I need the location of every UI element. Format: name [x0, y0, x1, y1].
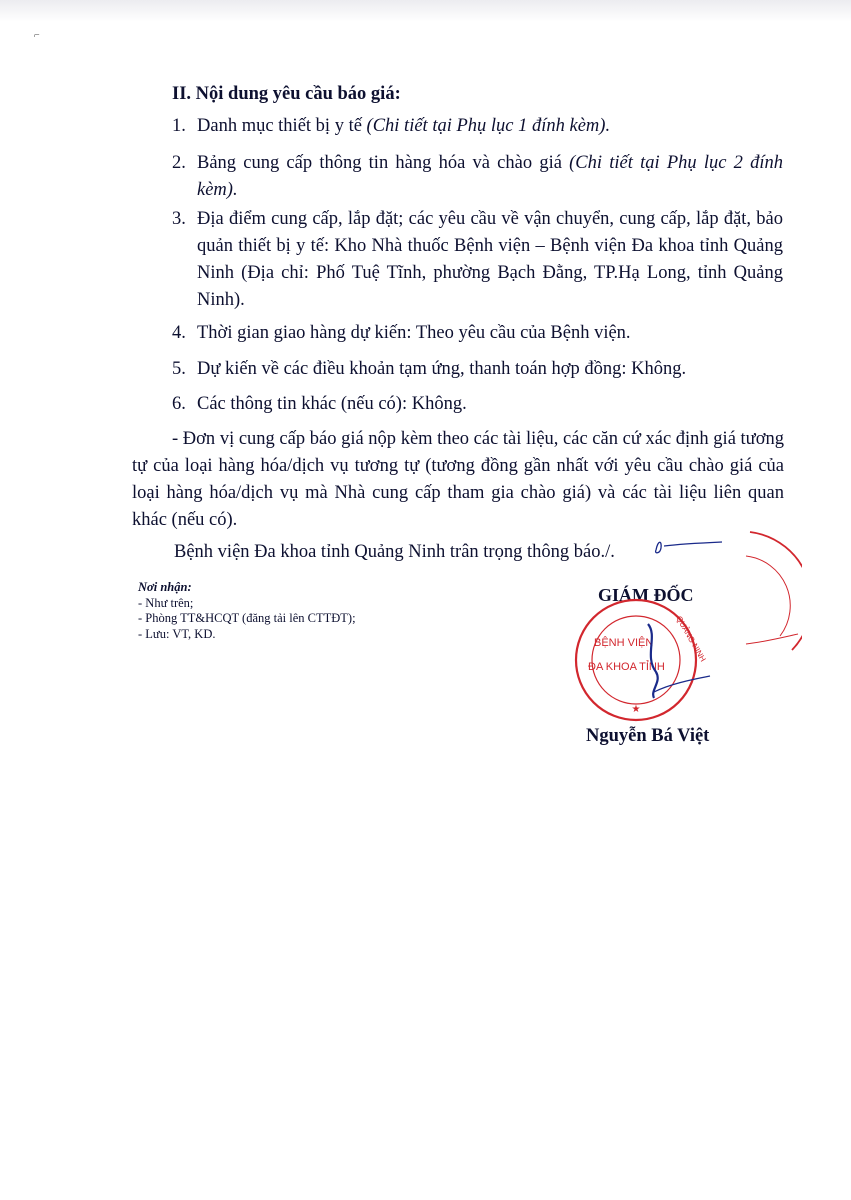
item-number: 1.	[172, 116, 186, 136]
item-text: Bảng cung cấp thông tin hàng hóa và chào giá (Chi tiết tại Phụ lục 2 đính kèm).	[197, 153, 784, 200]
item-note: (Chi tiết tại Phụ lục 1 đính kèm).	[366, 116, 611, 136]
item-text: Dự kiến về các điều khoản tạm ứng, thanh toán hợp đồng: Không.	[197, 359, 687, 379]
item-note: (Chi tiết tại Phụ lục 2 đính kèm).	[197, 153, 784, 200]
item-text: Các thông tin khác (nếu có): Không.	[197, 394, 467, 414]
attachment-paragraph: - Đơn vị cung cấp báo giá nộp kèm theo các tài liệu, các căn cứ xác định giá tương tự của loại hàng hóa/dịch vụ tương tự (tương đồng gần nhất với yêu cầu chào giá của loại hàng hóa/dịch vụ mà Nhà cung cấp tham gia chào giá) và các tài liệu liên quan khác (nếu có).	[132, 429, 784, 530]
recipient-line: - Như trên;	[138, 595, 194, 610]
recipients-title: Nơi nhận:	[138, 580, 192, 594]
item-number: 2.	[172, 153, 186, 173]
recipient-line: - Lưu: VT, KD.	[138, 626, 216, 641]
item-text: Danh mục thiết bị y tế (Chi tiết tại Phụ lục 1 đính kèm).	[197, 116, 611, 136]
initials-signature	[650, 530, 730, 564]
official-stamp-icon	[566, 596, 716, 726]
scan-speck: ⌐	[34, 30, 40, 41]
closing-line: Bệnh viện Đa khoa tỉnh Quảng Ninh trân trọng thông báo./.	[174, 542, 615, 562]
stamp-line: ĐA KHOA TỈNH	[588, 661, 665, 673]
scan-shadow	[0, 0, 851, 22]
item-number: 3.	[172, 209, 186, 229]
stamp-partial-icon	[742, 526, 802, 656]
item-number: 6.	[172, 394, 186, 414]
signer-name: Nguyễn Bá Việt	[586, 726, 710, 746]
signer-title: GIÁM ĐỐC	[598, 585, 694, 605]
svg-text:★: ★	[631, 704, 641, 715]
item-text: Địa điểm cung cấp, lắp đặt; các yêu cầu về vận chuyển, cung cấp, lắp đặt, bảo quản thiết bị y tế: Kho Nhà thuốc Bệnh viện – Bệnh viện Đa khoa tỉnh Quảng Ninh (Địa chỉ: Phố Tuệ Tĩnh, phường Bạch Đằng, TP.Hạ Long, tỉnh Quảng Ninh).	[197, 209, 783, 310]
item-number: 5.	[172, 359, 186, 379]
item-text: Thời gian giao hàng dự kiến: Theo yêu cầu của Bệnh viện.	[197, 323, 631, 343]
recipient-line: - Phòng TT&HCQT (đăng tải lên CTTĐT);	[138, 611, 356, 625]
section-heading: II. Nội dung yêu cầu báo giá:	[172, 84, 401, 104]
stamp-line: BỆNH VIỆN	[594, 637, 654, 649]
stamp-ring-text: QUẢNG NINH	[674, 614, 708, 664]
item-number: 4.	[172, 323, 186, 343]
recipients-block	[138, 580, 356, 642]
